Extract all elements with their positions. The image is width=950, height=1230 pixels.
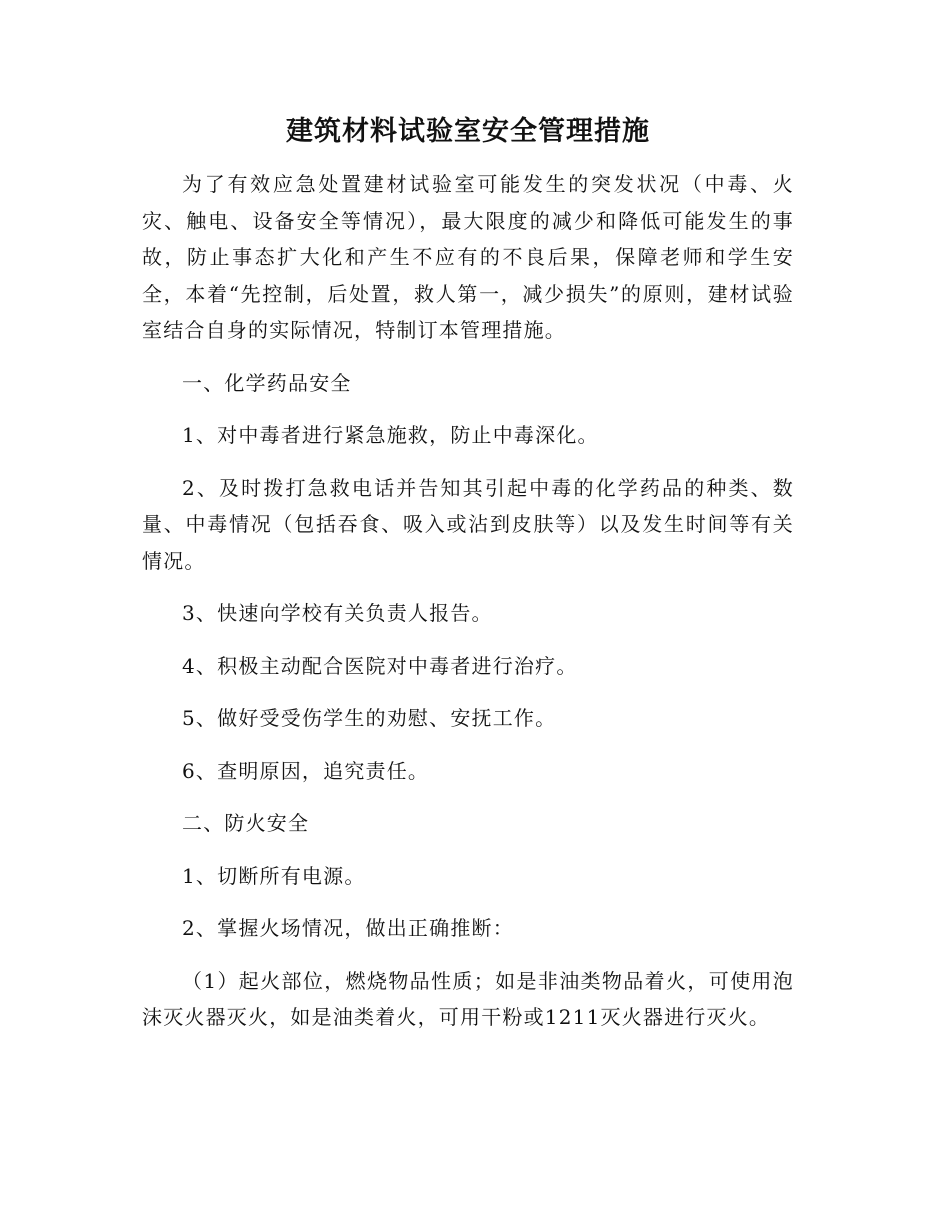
list-item: 3、快速向学校有关负责人报告。 [182, 601, 493, 625]
list-item: 4、积极主动配合医院对中毒者进行治疗。 [182, 653, 578, 678]
list-item: 5、做好受受伤学生的劝慰、安抚工作。 [182, 706, 557, 730]
list-item: （1）起火部位，燃烧物品性质；如是非油类物品着火，可使用泡沫灭火器灭火，如是油类着火，可用干粉或1211灭火器进行灭火。 [142, 968, 794, 1029]
document-body [142, 112, 794, 1036]
list-item: 1、对中毒者进行紧急施救，防止中毒深化。 [182, 423, 599, 447]
list-item: 2、及时拨打急救电话并告知其引起中毒的化学药品的种类、数量、中毒情况（包括吞食、吸入或沾到皮肤等）以及发生时间等有关情况。 [142, 475, 794, 573]
intro-paragraph: 为了有效应急处置建材试验室可能发生的突发状况（中毒、火灾、触电、设备安全等情况），最大限度的减少和降低可能发生的事故，防止事态扩大化和产生不应有的不良后果，保障老师和学生安全，本着“先控制，后处置，救人第一，减少损失”的原则，建材试验室结合自身的实际情况，特制订本管理措施。 [142, 172, 794, 342]
section-heading-fire-safety: 二、防火安全 [182, 811, 310, 835]
document-title: 建筑材料试验室安全管理措施 [286, 116, 650, 147]
list-item: 2、掌握火场情况，做出正确推断： [182, 916, 514, 940]
section-heading-chemical-safety: 一、化学药品安全 [182, 370, 352, 395]
list-item: 6、查明原因，追究责任。 [182, 758, 430, 783]
list-item: 1、切断所有电源。 [182, 863, 366, 888]
